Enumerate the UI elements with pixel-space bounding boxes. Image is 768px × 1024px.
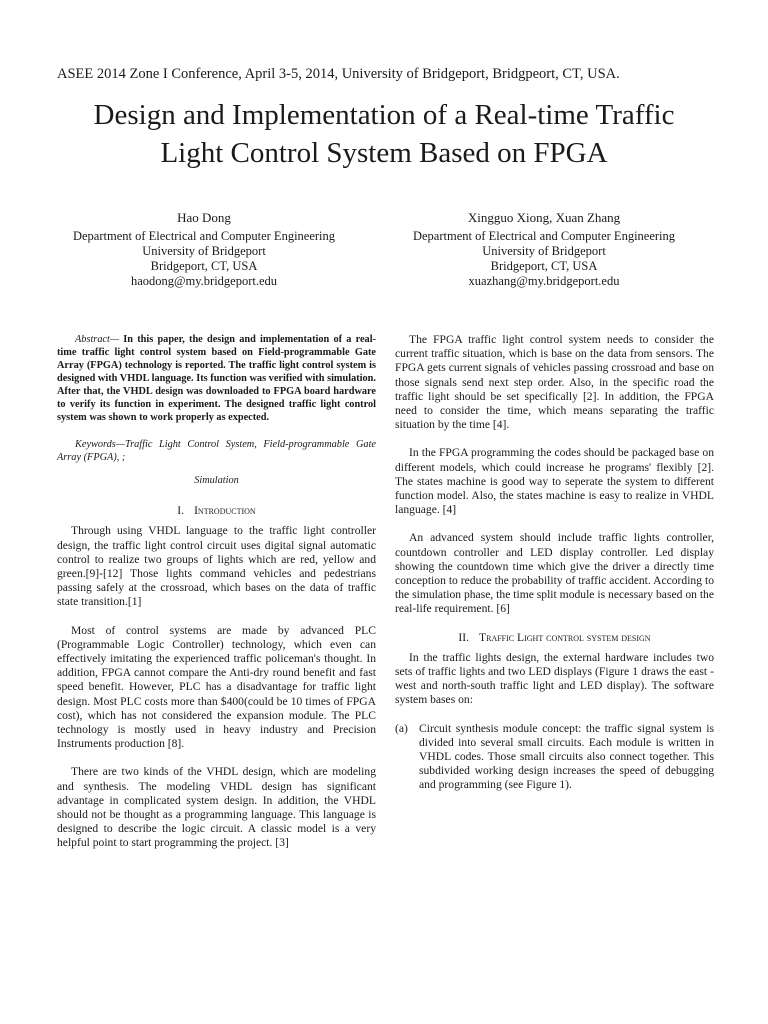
section-number: II.	[458, 630, 470, 644]
paper-title	[40, 96, 728, 172]
author-city: Bridgeport, CT, USA	[150, 259, 258, 273]
section-number: I.	[177, 504, 185, 518]
author-email: haodong@my.bridgeport.edu	[130, 274, 278, 288]
section-title: Traffic Light control system design	[479, 630, 651, 644]
section-title: Introduction	[194, 504, 256, 518]
paragraph: The FPGA traffic light control system needs to consider the current traffic situation, which is base on the data from sensors. The FPGA gets current signals of vehicles passing crossroad and base on those signals send next step order. Also, in the specific road the traffic light should be set specifically [2]. In addition, the FPGA need to consider the time, which means separating the traffic situation by the time [4].	[395, 333, 714, 432]
conference-header: ASEE 2014 Zone I Conference, April 3-5, 2014, University of Bridgeport, Bridgpeort, CT, USA.	[57, 66, 620, 82]
list-text: Circuit synthesis module concept: the traffic signal system is divided into several small circuits. Each module is written in VHDL codes. Those small circuits also connect together. This subdivided working design increases the speed of debugging and programming (see Figure 1).	[419, 721, 714, 792]
author-name: Xingguo Xiong, Xuan Zhang	[467, 210, 621, 225]
paragraph: There are two kinds of the VHDL design, which are modeling and synthesis. The modeling VHDL design has significant advantage in complicated system design. In addition, the VHDL should not be thought as a programming language. This language is designed to describe the logic circuit. A classic model is a very helpful point to start programming the project. [3]	[57, 765, 376, 850]
left-column	[57, 333, 376, 865]
list-marker: (a)	[395, 721, 408, 735]
abstract-text: In this paper, the design and implementation of a real-time traffic light control system based on Field-programmable Gate Array (FPGA) technology is reported. The traffic light control system is designed with VHDL language. Its function was verified with simulation. After that, the VHDL design was downloaded to FPGA board hardware to verify its function in experiment. The designed traffic light control system was shown to work properly as expected.	[57, 334, 376, 423]
keywords: Keywords—Traffic Light Control System, Field-programmable Gate Array (FPGA), ;	[57, 439, 376, 463]
paragraph: In the traffic lights design, the external hardware includes two sets of traffic lights and two LED displays (Figure 1 draws the east - west and north-south traffic light and LED display). The software system bases on:	[395, 650, 714, 707]
section-heading-introduction	[57, 504, 376, 518]
list-item	[395, 722, 714, 793]
author-university: University of Bridgeport	[482, 244, 606, 258]
paragraph: Most of control systems are made by advanced PLC (Programmable Logic Controller) technology, which even can effectively imitating the experienced traffic policeman's thought. In addition, FPGA cannot compare the Anti-dry round benefit and fast speed benefit. However, PLC has a disadvantage for traffic light design. Most PLC costs more than $400(could be 10 times of FPGA cost), which has not considered the expansion module. The PLC technology is mostly used in heavy industry and Precision Instruments production [8].	[57, 623, 376, 751]
abstract	[57, 333, 376, 424]
section-heading-design	[395, 631, 714, 645]
right-column	[395, 333, 714, 793]
author-department: Department of Electrical and Computer Engineering	[412, 229, 676, 243]
title-line-2: Light Control System Based on FPGA	[160, 137, 608, 169]
paragraph: In the FPGA programming the codes should be packaged base on different models, which could increase he programs' flexibly [2]. The states machine is good way to seperate the system to different function model. Also, the states machine is easy to realize in VHDL language. [4]	[395, 446, 714, 517]
abstract-label: Abstract—	[75, 334, 120, 345]
paragraph: An advanced system should include traffic lights controller, countdown controller and LED display controller. Led display showing the countdown time which give the driver a directly time conception to reduce the probability of traffic accident. According to the simulation phase, the time split module is necessary based on the real-life requirement. [6]	[395, 531, 714, 616]
paragraph: Through using VHDL language to the traffic light controller design, the traffic light control circuit uses digital signal automatic control to realize two groups of lights which are red, yellow and green.[9]-[12] Those lights command vehicles and pedestrians passing safely at the crossroad, which bases on the data of traffic state transition.[1]	[57, 524, 376, 609]
author-block-2	[374, 210, 714, 289]
author-university: University of Bridgeport	[142, 244, 266, 258]
author-department: Department of Electrical and Computer Engineering	[72, 229, 336, 243]
title-line-1: Design and Implementation of a Real-time Traffic	[93, 99, 675, 131]
keywords-continuation: Simulation	[194, 475, 239, 486]
author-email: xuazhang@my.bridgeport.edu	[468, 274, 620, 288]
author-name: Hao Dong	[177, 210, 231, 225]
author-block-1	[34, 210, 374, 289]
author-city: Bridgeport, CT, USA	[490, 259, 598, 273]
